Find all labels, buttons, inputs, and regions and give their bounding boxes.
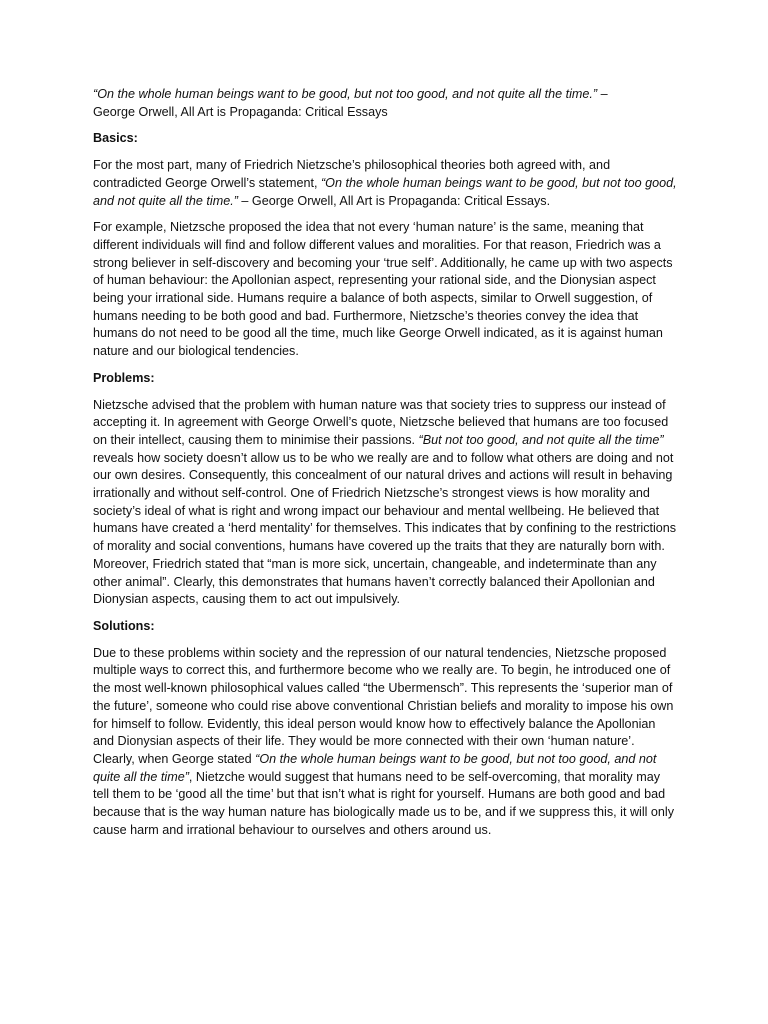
basics-heading: Basics:	[93, 131, 138, 146]
epigraph-dash: –	[597, 87, 608, 101]
epigraph-quote: “On the whole human beings want to be good, but not too good, and not quite all the time.”	[93, 87, 598, 101]
basics-paragraph-2: For example, Nietzsche proposed the idea that not every ‘human nature’ is the same, meaning that different individuals will find and follow different values and moralities. For that reason, Friedrich was a strong believer in self-discovery and becoming your ‘true self’. Additionally, he came up with two aspects of human behaviour: the Apollonian aspect, representing your rational side, and the Dionysian aspect being your irrational side. Humans require a balance of both aspects, similar to Orwell suggestion, of humans needing to be both good and bad. Furthermore, Nietzsche’s theories convey the idea that humans do not need to be good all the time, much like George Orwell indicated, as it is against human nature and our biological tendencies.	[93, 220, 673, 359]
problems-heading: Problems:	[93, 370, 155, 385]
problems-text-start: Nietzsche advised that the problem with human nature was that society tries to suppress our instead of accepting it. In agreement with George Orwell’s quote, Nietzsche believed that humans are too focused on their intellect, causing them to minimise their passions.	[93, 397, 669, 447]
solutions-quote: “On the whole human beings want to be good, but not too good, and not quite all the time”	[93, 751, 657, 784]
basics-p1-text: For the most part, many of Friedrich Nietzsche’s philosophical theories both agreed with, and contradicted George Orwell’s statement,	[93, 158, 611, 190]
epigraph	[93, 86, 678, 121]
solutions-text-end: , Nietzche would suggest that humans need to be self-overcoming, that morality may tell them to be ‘good all the time’ but that isn’t what is right for yourself. Humans are both good and bad because that is the way human nature has biologically made us to be, and if we suppress this, it will only cause harm and irrational behaviour to ourselves and others around us.	[93, 769, 675, 837]
solutions-text-start: Due to these problems within society and the repression of our natural tendencies, Nietzsche proposed multiple ways to correct this, and furthermore become who we really are. To begin, he introduced one of the most well-known philosophical values called “the Ubermensch”. This represents the ‘superior man of the future’, someone who could rise above conventional Christian beliefs and morality to impose his own for himself to follow. Evidently, this ideal person would know how to effectively balance the Apollonian and Dionysian aspects of their life. They would be more connected with their own ‘human nature’. Clearly, when George stated	[93, 645, 674, 766]
basics-p1-source: – George Orwell, All Art is Propaganda: Critical Essays.	[237, 193, 551, 208]
problems-paragraph	[93, 397, 678, 609]
basics-paragraph-1	[93, 157, 678, 210]
problems-text-end: reveals how society doesn’t allow us to be who we really are and to follow what others are doing and not our own desires. Consequently, this concealment of our natural drives and actions will result in behaving irrationally and without self-control. One of Friedrich Nietzsche’s strongest views is how morality and society’s ideal of what is right and wrong impact our behaviour and mental wellbeing. He believed that humans have created a ‘herd mentality’ for themselves. This indicates that by confining to the restrictions of morality and social conventions, humans have covered up the traits that they are naturally born with. Moreover, Friedrich stated that “man is more sick, uncertain, changeable, and indeterminate than any other animal”. Clearly, this demonstrates that humans haven’t correctly balanced their Apollonian and Dionysian aspects, causing them to act out impulsively.	[93, 450, 677, 607]
document-page	[93, 86, 678, 848]
problems-quote: “But not too good, and not quite all the time”	[418, 432, 664, 447]
epigraph-source: George Orwell, All Art is Propaganda: Critical Essays	[93, 104, 388, 119]
solutions-paragraph	[93, 645, 678, 840]
basics-p1-quote: “On the whole human beings want to be good, but not too good, and not quite all the time.”	[93, 175, 677, 208]
solutions-heading: Solutions:	[93, 618, 155, 633]
